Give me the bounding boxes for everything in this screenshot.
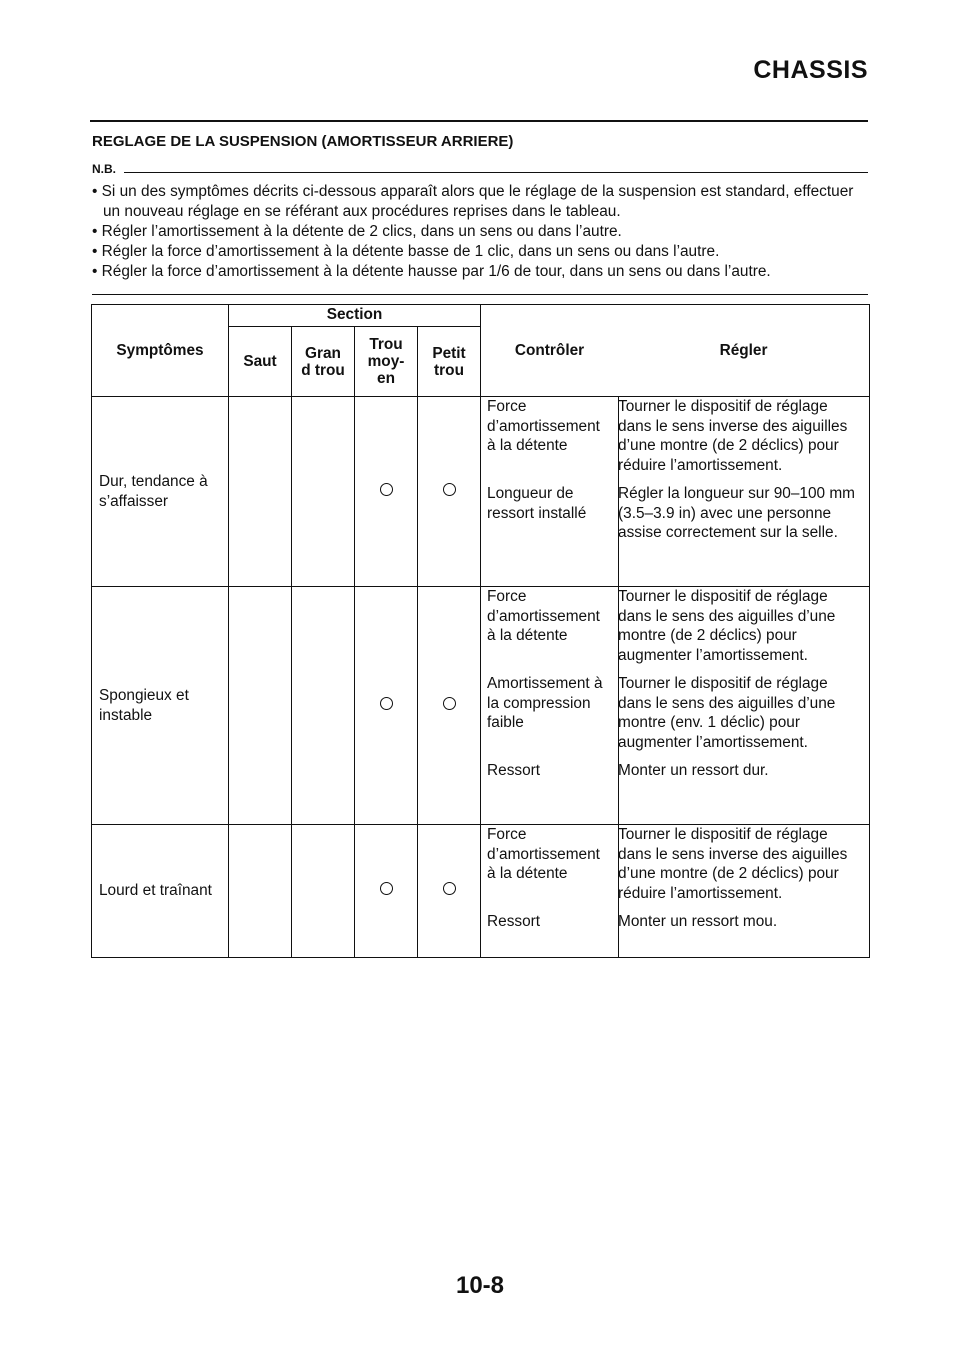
mark-cell-grand-trou — [292, 397, 355, 587]
page-number: 10-8 — [455, 1272, 505, 1299]
nb-rule — [124, 172, 868, 173]
table-row — [92, 397, 870, 587]
adjust-text: Tourner le dispositif de réglage dans le sens des aiguilles d’une montre (de 2 déclics) pour augmenter l’amortissement. — [618, 588, 836, 664]
column-divider — [618, 825, 619, 957]
item-row — [481, 587, 869, 665]
mark-cell-petit-trou — [418, 825, 481, 958]
column-divider — [618, 397, 619, 586]
header-regler: Régler — [719, 341, 768, 359]
adjust-text: Tourner le dispositif de réglage dans le sens inverse des aiguilles d’une montre (de 2 déclics) pour réduire l’amortissement. — [618, 826, 848, 902]
column-divider — [618, 587, 619, 824]
mark-cell-grand-trou — [292, 825, 355, 958]
suspension-table — [91, 304, 870, 958]
check-text: Amortissement à la compression faible — [487, 675, 603, 731]
adjust-text: Tourner le dispositif de réglage dans le sens inverse des aiguilles d’une montre (de 2 déclics) pour réduire l’amortissement. — [618, 398, 848, 474]
item-row — [481, 484, 869, 543]
header-rule — [90, 120, 868, 122]
nb-label: N.B. — [92, 162, 116, 176]
mark-cell-saut — [229, 397, 292, 587]
note-item: • Régler l’amortissement à la détente de 2 clics, dans un sens ou dans l’autre. — [92, 223, 622, 240]
adjust-text: Monter un ressort dur. — [618, 762, 769, 779]
adjust-text: Tourner le dispositif de réglage dans le sens des aiguilles d’une montre (env. 1 déclic) pour augmenter l’amortissement. — [618, 675, 836, 751]
symptom-cell: Spongieux et instable — [92, 587, 229, 825]
header-check-adjust — [481, 305, 870, 397]
mark-cell-grand-trou — [292, 587, 355, 825]
note-item: • Régler la force d’amortissement à la détente basse de 1 clic, dans un sens ou dans l’autre. — [92, 243, 720, 260]
symptom-cell: Lourd et traînant — [92, 825, 229, 958]
symptom-cell: Dur, tendance à s’affaisser — [92, 397, 229, 587]
table-row — [92, 587, 870, 825]
section-title: REGLAGE DE LA SUSPENSION (AMORTISSEUR ARRIERE) — [92, 133, 514, 150]
check-text: Ressort — [487, 762, 541, 779]
item-row — [481, 761, 869, 781]
header-symptoms: Symptômes — [92, 305, 229, 397]
circle-icon — [380, 697, 393, 710]
mark-cell-trou-moyen — [355, 587, 418, 825]
circle-icon — [380, 882, 393, 895]
header-grand-trou: Gran d trou — [292, 327, 355, 397]
circle-icon — [443, 483, 456, 496]
mark-cell-trou-moyen — [355, 397, 418, 587]
mark-cell-saut — [229, 587, 292, 825]
mark-cell-petit-trou — [418, 397, 481, 587]
header-controler: Contrôler — [514, 341, 585, 359]
check-text: Force d’amortissement à la détente — [487, 588, 600, 644]
circle-icon — [443, 697, 456, 710]
item-row — [481, 825, 869, 903]
item-row — [481, 397, 869, 475]
check-text: Force d’amortissement à la détente — [487, 826, 600, 882]
mark-cell-trou-moyen — [355, 825, 418, 958]
note-item: • Régler la force d’amortissement à la détente hausse par 1/6 de tour, dans un sens ou dans l’autre. — [92, 263, 771, 280]
mark-cell-saut — [229, 825, 292, 958]
adjust-text: Monter un ressort mou. — [618, 913, 778, 930]
check-text: Force d’amortissement à la détente — [487, 398, 600, 454]
items-cell — [481, 587, 870, 825]
adjust-text: Régler la longueur sur 90–100 mm (3.5–3.9 in) avec une personne assise correctement sur la selle. — [618, 485, 856, 541]
circle-icon — [380, 483, 393, 496]
check-text: Ressort — [487, 913, 541, 930]
item-row — [481, 674, 869, 752]
header-trou-moyen: Trou moy- en — [355, 327, 418, 397]
nb-row — [92, 161, 868, 177]
mark-cell-petit-trou — [418, 587, 481, 825]
header-petit-trou: Petit trou — [418, 327, 481, 397]
notes-list — [92, 182, 868, 282]
table-row — [92, 825, 870, 958]
check-text: Longueur de ressort installé — [487, 485, 587, 522]
circle-icon — [443, 882, 456, 895]
page-header-title: CHASSIS — [753, 56, 868, 84]
items-cell — [481, 825, 870, 958]
note-item: • Si un des symptômes décrits ci-dessous apparaît alors que le réglage de la suspension est standard, effectuer un nouveau réglage en se référant aux procédures reprises dans le tableau. — [92, 183, 854, 220]
items-cell — [481, 397, 870, 587]
item-row — [481, 912, 869, 932]
notes-end-rule — [92, 294, 868, 295]
header-section: Section — [229, 305, 481, 327]
header-saut: Saut — [229, 327, 292, 397]
